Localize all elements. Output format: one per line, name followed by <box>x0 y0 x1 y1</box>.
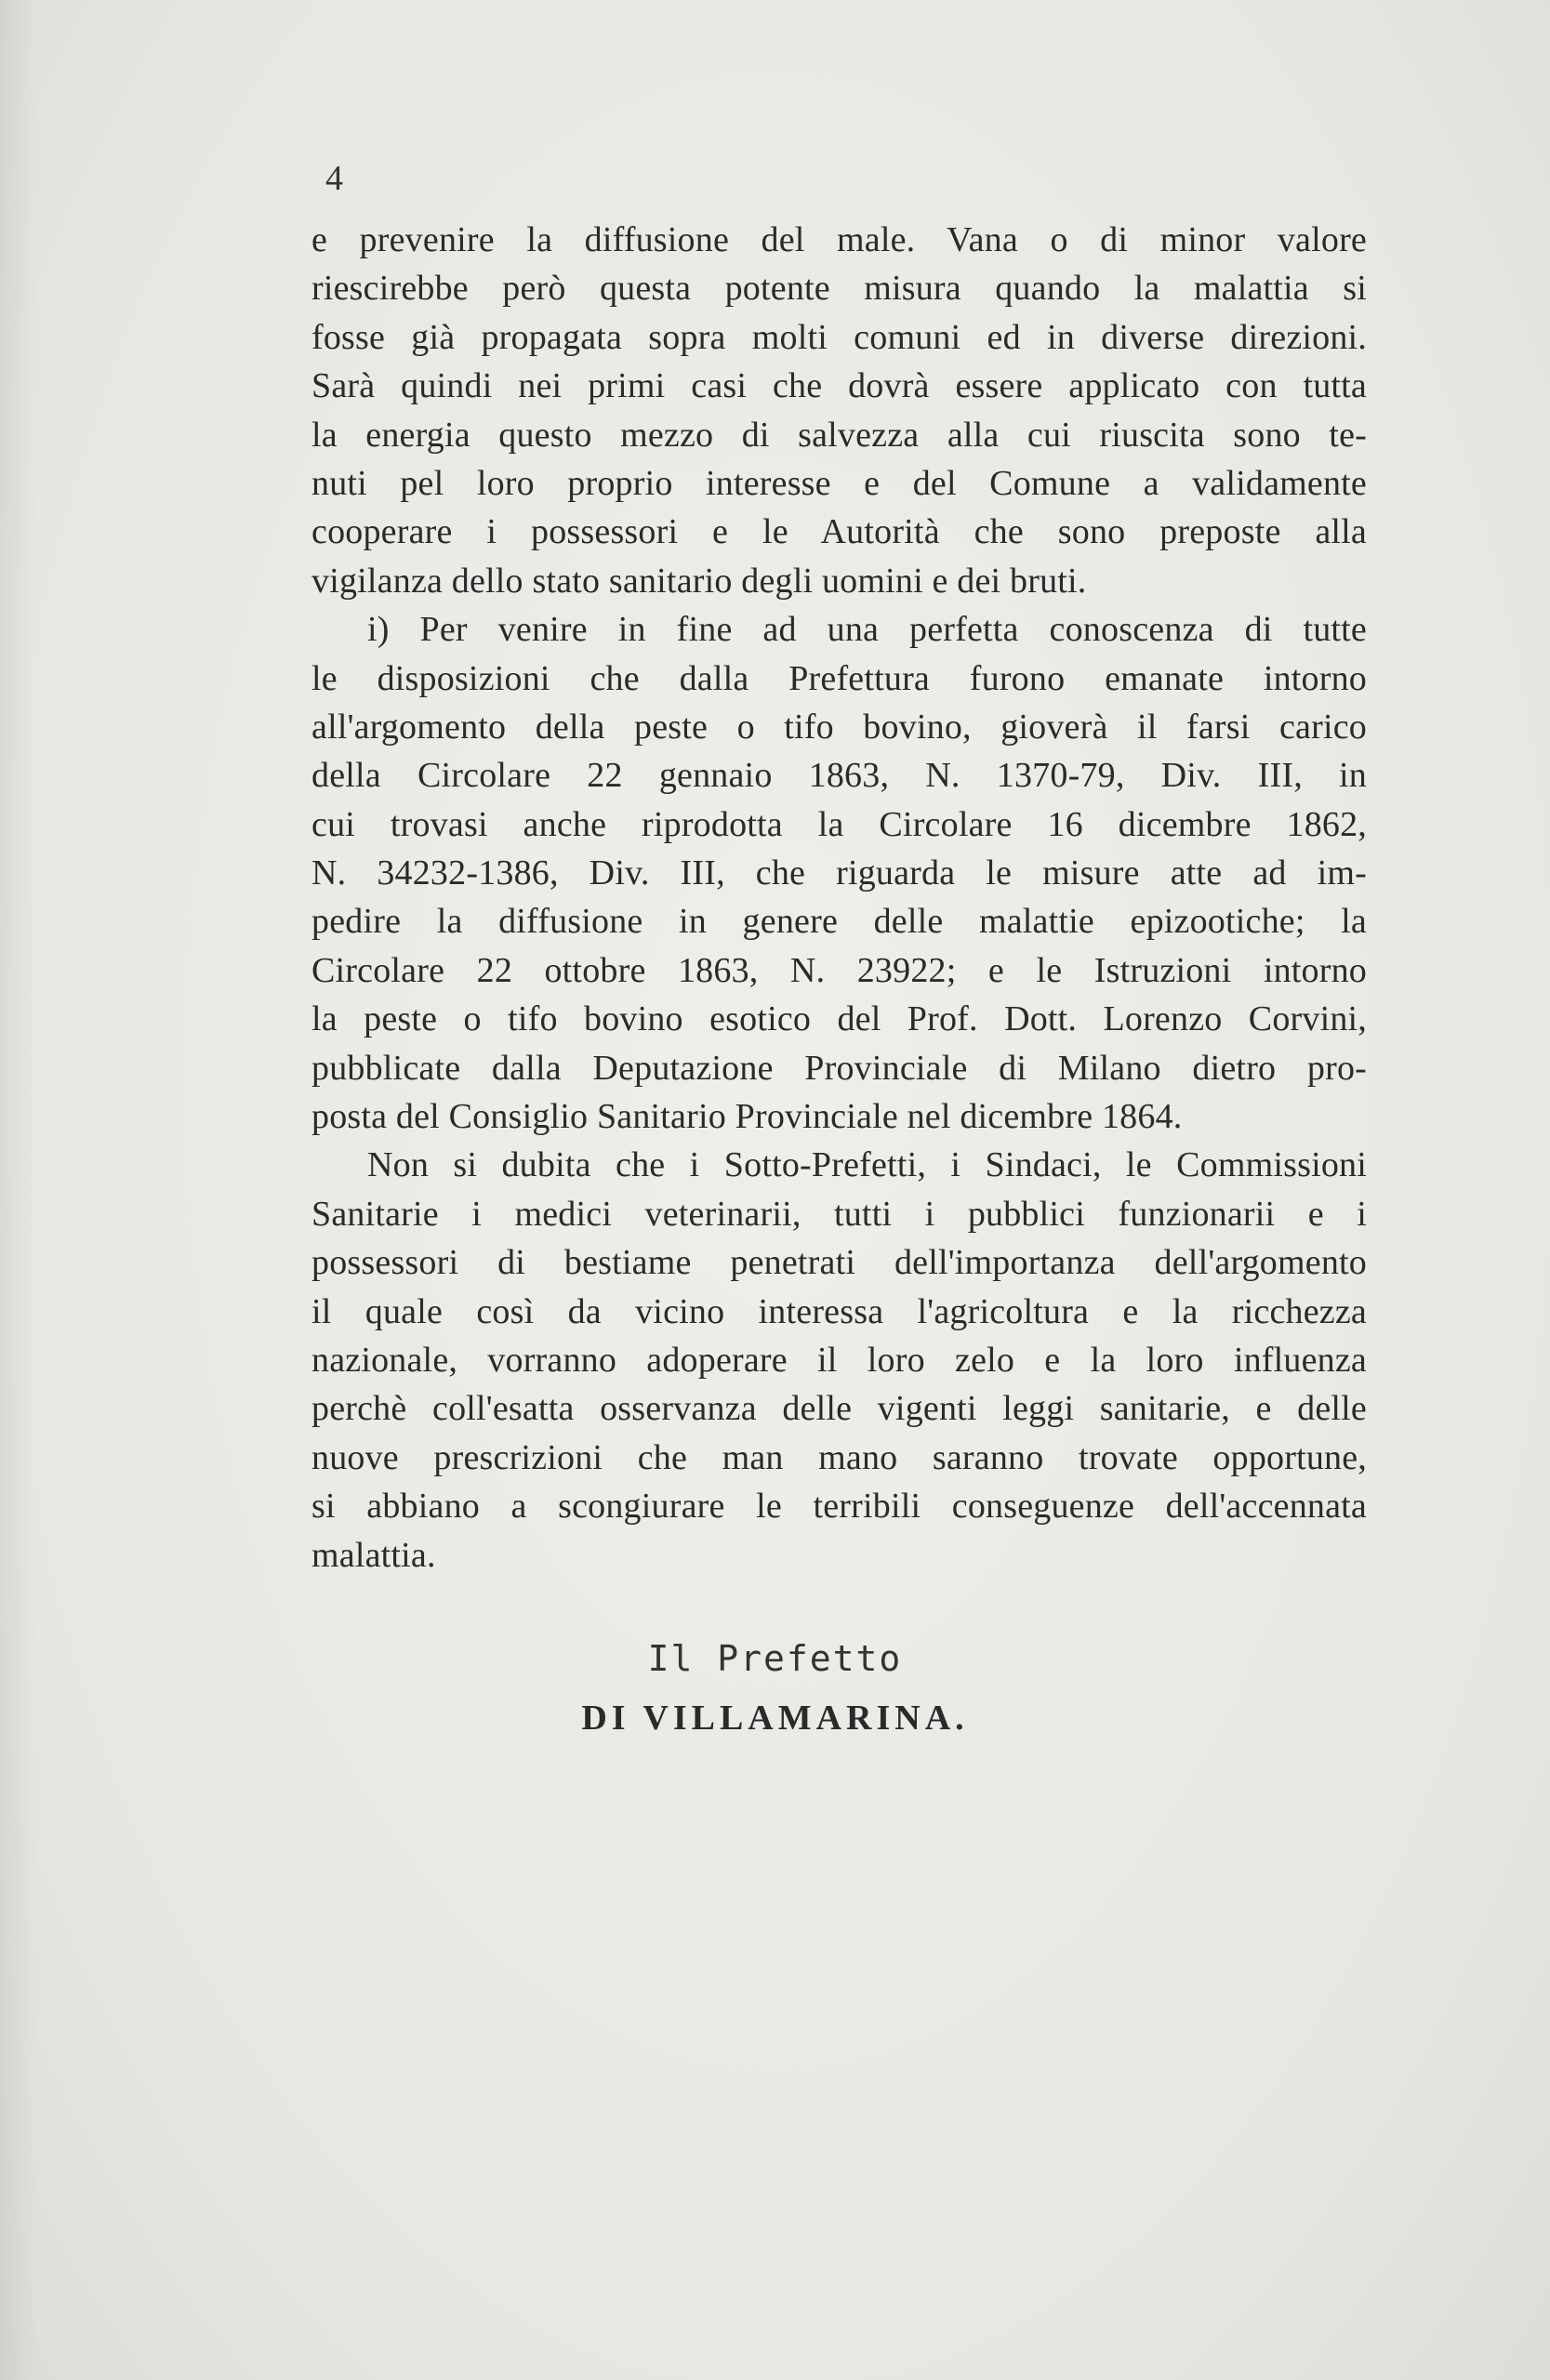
page-number: 4 <box>325 159 343 198</box>
text-line: la peste o tifo bovino esotico del Prof. Dott. Lorenzo Corvini, <box>311 999 1367 1039</box>
text-line: pedire la diffusione in genere delle malattie epizootiche; la <box>311 902 1367 942</box>
text-line: e prevenire la diffusione del male. Vana o di minor valore <box>311 220 1367 259</box>
text-line: N. 34232-1386, Div. III, che riguarda le misure atte ad im- <box>311 853 1367 893</box>
text-line: Sarà quindi nei primi casi che dovrà essere applicato con tutta <box>311 366 1367 406</box>
text-line: Non si dubita che i Sotto-Prefetti, i Sindaci, le Commissioni <box>367 1145 1367 1185</box>
text-line: nazionale, vorranno adoperare il loro zelo e la loro influenza <box>311 1340 1367 1380</box>
text-line: posta del Consiglio Sanitario Provinciale nel dicembre 1864. <box>311 1097 1183 1137</box>
paragraph-dispositions <box>311 605 1367 1141</box>
page-edge-shadow <box>0 0 37 2380</box>
text-line: cooperare i possessori e le Autorità che sono preposte alla <box>311 512 1367 552</box>
text-line: la energia questo mezzo di salvezza alla cui riuscita sono te- <box>311 415 1367 455</box>
text-line: perchè coll'esatta osservanza delle vigenti leggi sanitarie, e delle <box>311 1389 1367 1429</box>
body-text <box>311 216 1367 1580</box>
text-line: all'argomento della peste o tifo bovino, gioverà il farsi carico <box>311 707 1367 747</box>
text-line: il quale così da vicino interessa l'agricoltura e la ricchezza <box>311 1291 1367 1331</box>
text-line: pubblicate dalla Deputazione Provinciale di Milano dietro pro- <box>311 1048 1367 1088</box>
text-line: nuove prescrizioni che man mano saranno trovate opportune, <box>311 1437 1367 1477</box>
signature-name: DI VILLAMARINA. <box>581 1699 969 1738</box>
text-line: vigilanza dello stato sanitario degli uomini e dei bruti. <box>311 561 1087 601</box>
paragraph-prevention <box>311 216 1367 605</box>
text-line: riescirebbe però questa potente misura quando la malattia si <box>311 269 1367 309</box>
paragraph-conclusion <box>311 1141 1367 1580</box>
text-line: si abbiano a scongiurare le terribili conseguenze dell'accennata <box>311 1487 1367 1527</box>
text-line: della Circolare 22 gennaio 1863, N. 1370-79, Div. III, in <box>311 756 1367 796</box>
text-line: possessori di bestiame penetrati dell'importanza dell'argomento <box>311 1243 1367 1283</box>
text-line: nuti pel loro proprio interesse e del Comune a validamente <box>311 463 1367 503</box>
signature-title: Il Prefetto <box>647 1638 903 1679</box>
text-line: fosse già propagata sopra molti comuni ed in diverse direzioni. <box>311 317 1367 357</box>
text-line: Sanitarie i medici veterinarii, tutti i pubblici funzionarii e i <box>311 1194 1367 1234</box>
text-line: Circolare 22 ottobre 1863, N. 23922; e le Istruzioni intorno <box>311 950 1367 990</box>
text-line: i) Per venire in fine ad una perfetta conoscenza di tutte <box>367 610 1367 650</box>
text-line: malattia. <box>311 1535 436 1575</box>
text-line: le disposizioni che dalla Prefettura furono emanate intorno <box>311 658 1367 698</box>
text-line: cui trovasi anche riprodotta la Circolare 16 dicembre 1862, <box>311 804 1367 844</box>
